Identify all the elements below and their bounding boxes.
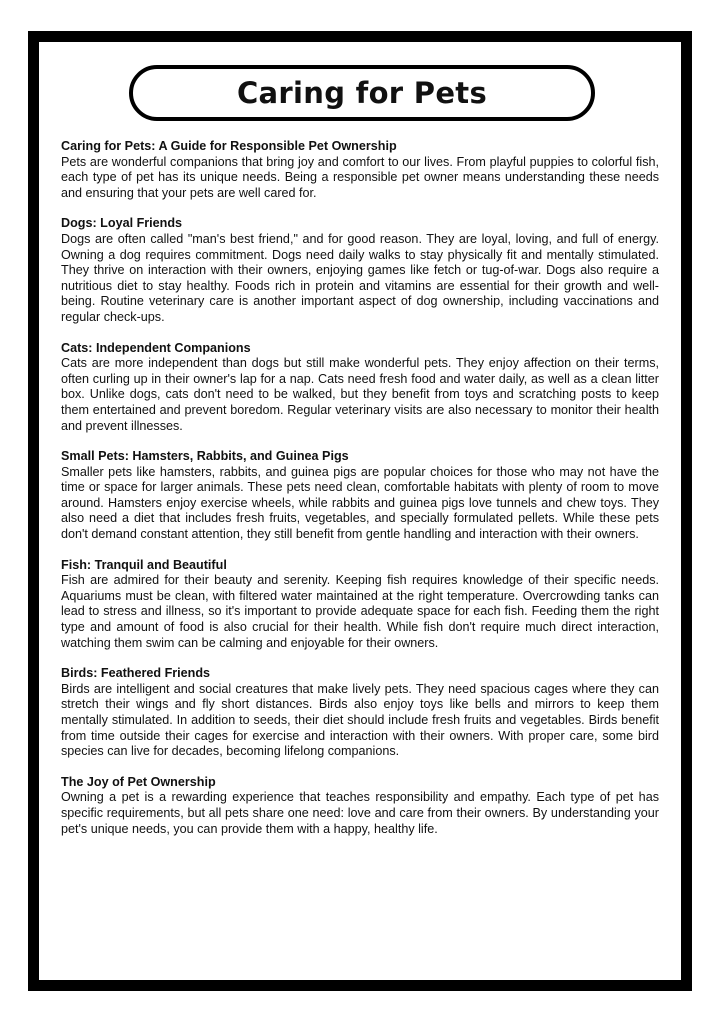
section-paragraph: Birds are intelligent and social creatures that make lively pets. They need spacious cages where they can stretch their wings and fly short distances. Birds also enjoy toys like bells and mirrors to keep them mentally stimulated. In addition to seeds, their diet should include fresh fruits and vegetables. Birds benefit from time outside their cages for exercise and interaction with their owners. With proper care, some bird species can live for decades, becoming lifelong companions. <box>61 681 659 759</box>
section-paragraph: Cats are more independent than dogs but still make wonderful pets. They enjoy affection on their terms, often curling up in their owner's lap for a nap. Cats need fresh food and water daily, as well as a clean litter box. Unlike dogs, cats don't need to be walked, but they benefit from toys and scratching posts to keep them entertained and prevent boredom. Regular veterinary visits are also necessary to monitor their health and prevent illnesses. <box>61 356 659 433</box>
section-heading: Caring for Pets: A Guide for Responsible Pet Ownership <box>61 139 397 153</box>
section-paragraph: Dogs are often called "man's best friend," and for good reason. They are loyal, loving, and full of energy. Owning a dog requires commitment. Dogs need daily walks to stay physically fit and mentally stimulated. They thrive on interaction with their owners, enjoying games like fetch or tug-of-war. Dogs also require a nutritious diet to stay healthy. Foods rich in protein and vitamins are essential for their growth and well-being. Routine veterinary care is another important aspect of dog ownership, including vaccinations and regular check-ups. <box>61 231 659 324</box>
section-joy <box>61 775 659 837</box>
section-fish <box>61 558 659 652</box>
section-paragraph: Pets are wonderful companions that bring joy and comfort to our lives. From playful puppies to colorful fish, each type of pet has its unique needs. Being a responsible pet owner means understanding these needs and ensuring that your pets are well cared for. <box>61 154 659 200</box>
section-cats <box>61 341 659 435</box>
section-small-pets <box>61 449 659 543</box>
section-heading: Cats: Independent Companions <box>61 340 251 355</box>
section-heading: Fish: Tranquil and Beautiful <box>61 557 227 572</box>
section-birds <box>61 666 659 760</box>
section-paragraph: Owning a pet is a rewarding experience that teaches responsibility and empathy. Each type of pet has specific requirements, but all pets share one need: love and care from their owners. By understanding your pet's unique needs, you can provide them with a happy, healthy life. <box>61 790 659 836</box>
section-heading: Small Pets: Hamsters, Rabbits, and Guinea Pigs <box>61 449 349 464</box>
section-paragraph: Smaller pets like hamsters, rabbits, and guinea pigs are popular choices for those who may not have the time or space for larger animals. These pets need clean, comfortable habitats with plenty of room to move around. Hamsters enjoy exercise wheels, while rabbits and guinea pigs love tunnels and chew toys. They also need a diet that includes fresh fruits, vegetables, and specially formulated pellets. While these pets don't demand constant attention, they still benefit from gentle handling and interaction with their owners. <box>61 464 659 542</box>
section-heading: Birds: Feathered Friends <box>61 666 211 681</box>
section-intro <box>61 139 659 201</box>
page-title: Caring for Pets <box>236 76 488 110</box>
title-banner <box>129 65 595 121</box>
article-body <box>61 139 659 852</box>
section-heading: Dogs: Loyal Friends <box>61 216 183 231</box>
section-paragraph: Fish are admired for their beauty and serenity. Keeping fish requires knowledge of their specific needs. Aquariums must be clean, with filtered water maintained at the right temperature. Overcrowding tanks can lead to stress and illness, so it's important to provide adequate space for each fish. Feeding them the right type and amount of food is also crucial for their health. While fish don't require much direct interaction, watching them swim can be calming and enjoyable for their owners. <box>61 573 659 650</box>
section-dogs <box>61 216 659 325</box>
page-frame <box>28 31 692 991</box>
section-heading: The Joy of Pet Ownership <box>61 774 216 789</box>
